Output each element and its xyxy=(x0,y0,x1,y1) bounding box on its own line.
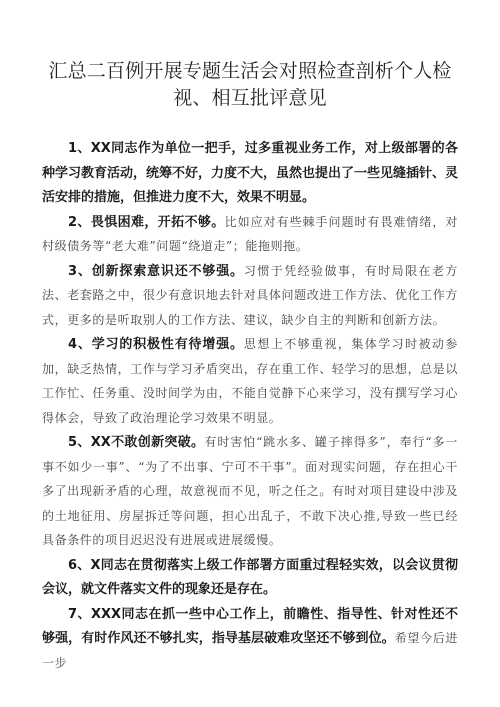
paragraph-4-bold: 4、学习的积极性有待增强。 xyxy=(68,337,244,352)
paragraph-5-light: 有时害怕“跳水多、罐子摔得多”，奉行“多一事不如少一事”、“为了不出事、宁可不干事”。面对现实问题，存在担心干多了出现新矛盾的心理，故意视而不见，听之任之。有时对项目建设中涉及的土地征用、房屋拆迁等问题，担心出乱子，不敢下决心推,导致一些已经具备条件的项目迟迟没有进展或进展缓慢。 xyxy=(42,435,458,547)
paragraph-1-bold: 1、XX同志作为单位一把手，过多重视业务工作，对上级部署的各种学习教育活动，统筹不好，力度不大，虽然也提出了一些见缝插针、灵活安排的措施，但推进力度不大，效果不明显。 xyxy=(42,141,459,205)
paragraph-1 xyxy=(42,136,458,210)
paragraph-7 xyxy=(42,602,458,676)
paragraph-4-light: 思想上不够重视，集体学习时被动参加，缺乏热情，工作与学习矛盾突出，存在重工作、轻学习的思想，总是以工作忙、任务重、没时间学为由，不能自觉静下心来学习，没有撰写学习心得体会，导致了政治理论学习效果不明显。 xyxy=(42,337,458,425)
paragraph-2 xyxy=(42,210,458,259)
paragraph-7-light: 希望今后进一步 xyxy=(42,631,458,670)
paragraph-7-bold: 7、XXX同志在抓一些中心工作上，前瞻性、指导性、针对性还不够强，有时作风还不够扎实，指导基层破难攻坚还不够到位。 xyxy=(42,606,458,646)
paragraph-3-bold: 3、创新探索意识还不够强。 xyxy=(68,263,244,279)
paragraph-3 xyxy=(42,259,458,333)
paragraph-6-bold: 6、X同志在贯彻落实上级工作部署方面重过程轻实效，以会议贯彻会议，就文件落实文件的现象还是存在。 xyxy=(42,557,458,597)
document-title xyxy=(42,58,458,112)
paragraph-5 xyxy=(42,430,458,553)
paragraph-5-bold: 5、XX不敢创新突破。 xyxy=(68,435,205,450)
title-line-1: 汇总二百例开展专题生活会对照检查剖析个人检 xyxy=(48,60,452,82)
paragraph-4 xyxy=(42,332,458,430)
paragraph-2-bold: 2、畏惧困难，开拓不够。 xyxy=(68,214,225,230)
title-line-2: 视、相互批评意见 xyxy=(173,87,327,109)
paragraph-3-light: 习惯于凭经验做事，有时局限在老方法、老套路之中，很少有意识地去针对具体问题改进工作方法、优化工作方式，更多的是听取别人的工作方法、建议，缺少自主的判断和创新方法。 xyxy=(42,263,458,327)
paragraph-6 xyxy=(42,553,458,602)
paragraph-2-light: 比如应对有些棘手问题时有畏难情绪，对村级债务等“老大难”问题“绕道走”；能拖则拖。 xyxy=(42,214,458,253)
